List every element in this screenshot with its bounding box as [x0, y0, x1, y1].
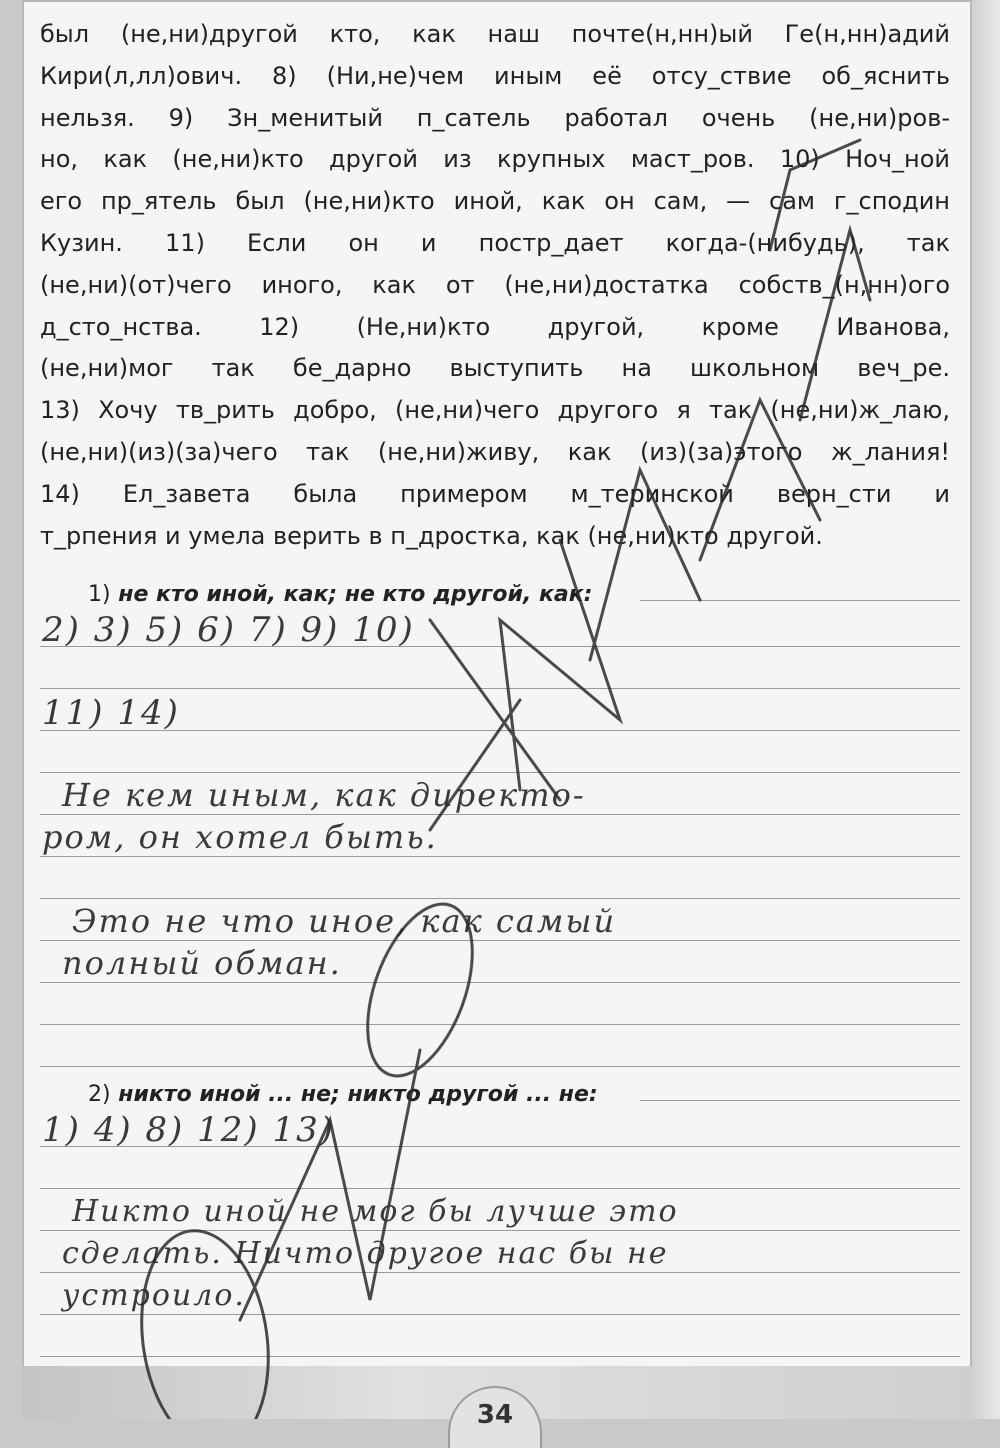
page-number: 34: [450, 1388, 540, 1448]
handwritten-example: полный обман.: [62, 944, 342, 982]
text-line: (не,ни)(из)(за)чего так (не,ни)живу, как (из)(за)этого ж_лания!: [40, 437, 950, 466]
handwritten-example: Никто иной не мог бы лучше это: [72, 1194, 679, 1229]
task2-number: 2): [88, 1082, 111, 1107]
page-edge: [970, 0, 1000, 1419]
handwritten-answer: 11) 14): [42, 693, 180, 733]
text-line: был (не,ни)другой кто, как наш почте(н,нн)ый Ге(н,нн)адий: [40, 20, 950, 48]
workbook-page: [22, 0, 972, 1395]
handwritten-example: Не кем иным, как директо-: [62, 776, 586, 814]
text-line: нельзя. 9) Зн_менитый п_сатель работал очень (не,ни)ров-: [40, 103, 950, 132]
text-line: 14) Ел_завета была примером м_теринской верн_сти и: [40, 479, 950, 508]
text-line: Кири(л,лл)ович. 8) (Ни,не)чем иным её отсу_ствие об_яснить: [40, 61, 950, 90]
text-line: но, как (не,ни)кто другой из крупных маст_ров. 10) Ноч_ной: [40, 145, 950, 174]
text-line: Кузин. 11) Если он и постр_дает когда-(нибудь), так: [40, 228, 950, 257]
task2-heading: [88, 1082, 598, 1107]
text-line: (не,ни)мог так бе_дарно выступить на школьном веч_ре.: [40, 354, 950, 383]
handwritten-example: устроило.: [62, 1278, 246, 1313]
handwritten-example: ром, он хотел быть.: [42, 818, 438, 856]
text-line: д_сто_нства. 12) (Не,ни)кто другой, кроме Иванова,: [40, 312, 950, 341]
handwritten-example: сделать. Ничто другое нас бы не: [62, 1236, 669, 1271]
handwritten-answer: 2) 3) 5) 6) 7) 9) 10): [42, 610, 415, 650]
text-line: его пр_ятель был (не,ни)кто иной, как он сам, — сам г_сподин: [40, 187, 950, 216]
task1-label: не кто иной, как; не кто другой, как:: [118, 582, 593, 607]
handwritten-answer: 1) 4) 8) 12) 13): [42, 1110, 335, 1150]
text-line: (не,ни)(от)чего иного, как от (не,ни)достатка собств_(н,нн)ого: [40, 270, 950, 299]
task2-label: никто иной ... не; никто другой ... не:: [118, 1082, 598, 1107]
text-line: т_рпения и умела верить в п_дростка, как (не,ни)кто другой.: [40, 521, 823, 550]
handwritten-example: Это не что иное, как самый: [72, 902, 617, 940]
exercise-paragraph: [40, 14, 950, 557]
task1-heading: [88, 582, 592, 607]
task1-number: 1): [88, 582, 111, 607]
text-line: 13) Хочу тв_рить добро, (не,ни)чего другого я так (не,ни)ж_лаю,: [40, 396, 950, 425]
